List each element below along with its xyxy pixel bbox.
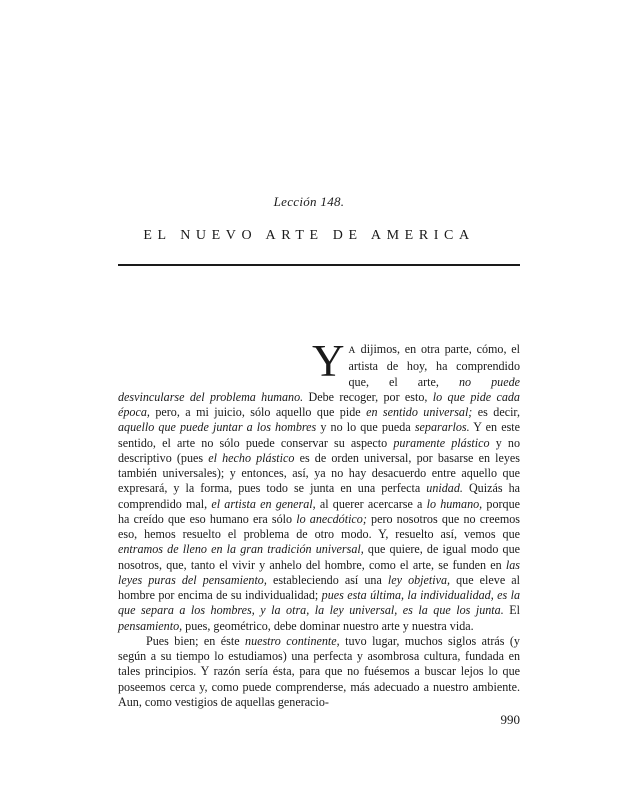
text-run: Y en este sentido, el arte no sólo puede conservar su aspecto: [118, 420, 521, 450]
emphasis-text: separarlos.: [414, 420, 470, 435]
small-cap-text: A: [348, 346, 356, 356]
text-run: porque ha creído que eso humano era sólo: [118, 496, 520, 526]
emphasis-text: las leyes puras del pensamiento,: [118, 557, 520, 587]
emphasis-text: en sentido universal;: [366, 405, 473, 419]
text-run: y no lo que pueda: [316, 420, 415, 435]
page-number: 990: [500, 712, 520, 727]
emphasis-text: unidad.: [426, 481, 463, 496]
emphasis-text: no puede desvincularse del problema humano.: [118, 374, 520, 404]
emphasis-text: ley objetiva,: [387, 572, 451, 587]
title-rule: [118, 264, 520, 266]
text-run: que eleve al hombre por encima de su individualidad;: [118, 572, 520, 602]
chapter-title: EL NUEVO ARTE DE AMERICA: [143, 228, 475, 243]
text-run: y no descriptivo (pues: [118, 435, 520, 465]
emphasis-text: el artista en general,: [211, 496, 316, 511]
text-run: que quiere, de igual modo que nosotros, que, tanto el vivir y anhelo del hombre, como el arte, se funden en: [118, 542, 520, 572]
drop-cap: Y: [312, 336, 345, 386]
text-run: al querer acercarse a: [315, 496, 427, 511]
emphasis-text: pensamiento,: [118, 618, 183, 633]
text-run: pues, geométrico, debe dominar nuestro arte y nuestra vida.: [182, 618, 474, 633]
text-run: dijimos, en otra parte, cómo, el artista de hoy, ha comprendido que, el arte,: [348, 342, 520, 389]
emphasis-text: nuestro continente,: [245, 633, 340, 648]
emphasis-text: el hecho plástico: [208, 450, 295, 465]
emphasis-text: pues esta última, la individualidad, es la que separa a los hombres, y la otra, la ley universal, es la que los junta.: [118, 588, 520, 618]
text-run: Debe recoger, por esto,: [303, 389, 433, 404]
text-run: pero nosotros que no creemos eso, hemos resuelto el problema de otro modo. Y, resuelto así, vemos que: [118, 511, 520, 541]
text-run: tuvo lugar, muchos siglos atrás (y según a su tiempo lo estudiamos) una perfecta y asombrosa cultura, fundada en tales principios. Y razón sería ésta, para que no fuésemos a buscar lejos lo que poseemos cerca y, como puede comprenderse, más adecuado a nuestro ambiente. Aun, como vestigios de aquellas generacio-: [118, 633, 520, 709]
text-run: estableciendo así una: [266, 572, 388, 587]
body-text: [118, 336, 521, 710]
emphasis-text: lo anecdótico;: [296, 511, 367, 526]
lesson-heading: Lección 148.: [273, 194, 345, 209]
emphasis-text: puramente plástico: [393, 435, 490, 450]
text-run: Pues bien; en éste: [146, 633, 246, 648]
emphasis-text: aquello que puede juntar a los hombres: [118, 420, 317, 435]
paragraph-2: [118, 634, 520, 710]
paragraph-1: [118, 336, 521, 634]
text-run: es de orden universal, por basarse en leyes también universales); y entonces, así, ya no hay desacuerdo entre aquello que expresará, y la forma, pues todo se junta en una perfecta: [118, 450, 520, 496]
emphasis-text: lo que pide cada época,: [118, 389, 520, 419]
text-run: Quizás ha comprendido mal,: [118, 481, 520, 511]
emphasis-text: entramos de lleno en la gran tradición universal,: [118, 542, 364, 557]
text-run: es decir,: [472, 405, 520, 419]
text-run: El: [503, 603, 520, 618]
emphasis-text: lo humano,: [426, 496, 483, 511]
text-run: pero, a mi juicio, sólo aquello que pide: [149, 405, 367, 419]
